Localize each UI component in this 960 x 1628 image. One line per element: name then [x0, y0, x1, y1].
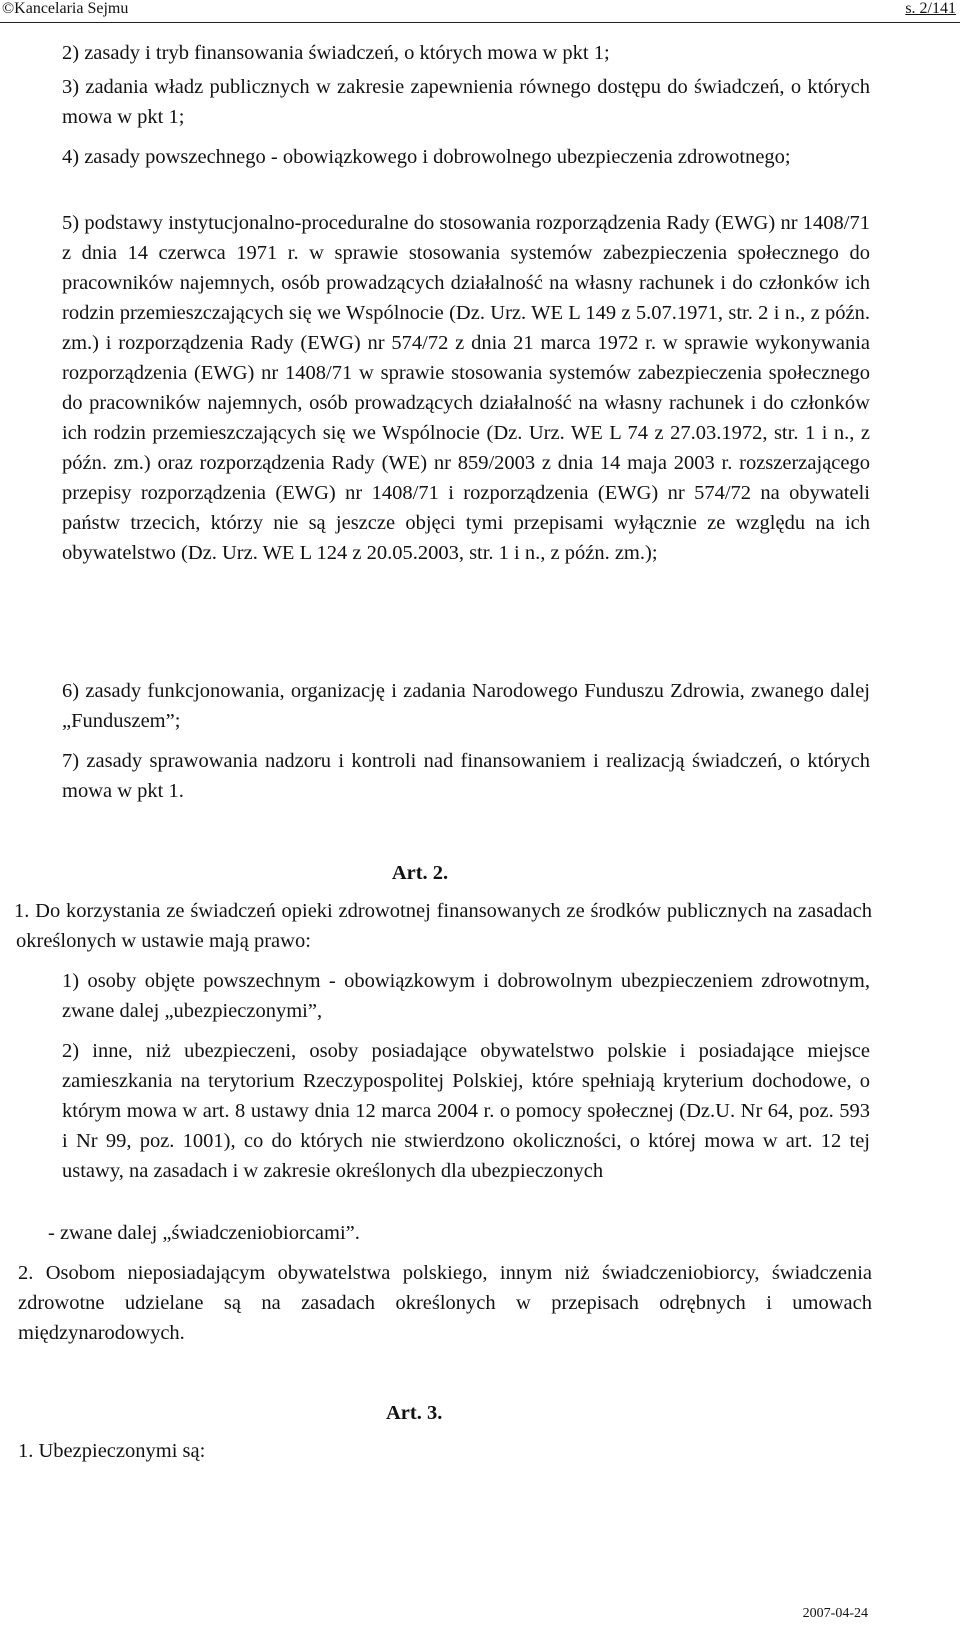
item-4: 4) zasady powszechnego - obowiązkowego i dobrowolnego ubezpieczenia zdrowotnego; [62, 146, 791, 168]
art-2-heading: Art. 2. [391, 862, 449, 884]
copyright-notice: ©Kancelaria Sejmu [2, 0, 129, 17]
art-3-heading: Art. 3. [386, 1402, 443, 1424]
item-7: 7) zasady sprawowania nadzoru i kontroli nad finansowaniem i realizacją świadczeń, o których mowa w pkt 1. [62, 750, 870, 802]
art-2-pkt-1: 1) osoby objęte powszechnym - obowiązkowym i dobrowolnym ubezpieczeniem zdrowotnym, zwane dalej „ubezpieczonymi”, [62, 970, 870, 1022]
page-number-label: s. 2/141 [905, 0, 956, 17]
art-3-ust-1: 1. Ubezpieczonymi są: [18, 1440, 206, 1462]
footer-date: 2007-04-24 [802, 1606, 868, 1621]
art-2-ust-2: 2. Osobom nieposiadającym obywatelstwa polskiego, innym niż świadczeniobiorcy, świadczenia zdrowotne udzielane są na zasadach określonych w przepisach odrębnych i umowach międzynarodowych. [18, 1262, 872, 1344]
item-3: 3) zadania władz publicznych w zakresie zapewnienia równego dostępu do świadczeń, o których mowa w pkt 1; [62, 76, 870, 128]
page-number [905, 0, 956, 18]
item-6: 6) zasady funkcjonowania, organizację i zadania Narodowego Funduszu Zdrowia, zwanego dalej „Funduszem”; [62, 680, 870, 732]
item-2: 2) zasady i tryb finansowania świadczeń, o których mowa w pkt 1; [62, 42, 610, 64]
page-header [0, 0, 960, 23]
art-2-pkt-2: 2) inne, niż ubezpieczeni, osoby posiadające obywatelstwo polskie i posiadające miejsce zamieszkania na terytorium Rzeczypospolitej Polskiej, które spełniają kryterium dochodowe, o którym mowa w art. 8 ustawy dnia 12 marca 2004 r. o pomocy społecznej (Dz.U. Nr 64, poz. 593 i Nr 99, poz. 1001), co do których nie stwierdzono okoliczności, o której mowa w art. 12 tej ustawy, na zasadach i w zakresie określonych dla ubezpieczonych [62, 1040, 870, 1182]
art-2-tail: - zwane dalej „świadczeniobiorcami”. [48, 1222, 360, 1244]
item-5: 5) podstawy instytucjonalno-proceduralne do stosowania rozporządzenia Rady (EWG) nr 1408/71 z dnia 14 czerwca 1971 r. w sprawie stosowania systemów zabezpieczenia społecznego do pracowników najemnych, osób prowadzących działalność na własny rachunek i do członków ich rodzin przemieszczających się we Wspólnocie (Dz. Urz. WE L 149 z 5.07.1971, str. 2 i n., z późn. zm.) i rozporządzenia Rady (EWG) nr 574/72 z dnia 21 marca 1972 r. w sprawie wykonywania rozporządzenia (EWG) nr 1408/71 w sprawie stosowania systemów zabezpieczenia społecznego do pracowników najemnych, osób prowadzących działalność na własny rachunek i do członków ich rodzin przemieszczających się we Wspólnocie (Dz. Urz. WE L 74 z 27.03.1972, str. 1 i n., z późn. zm.) oraz rozporządzenia Rady (WE) nr 859/2003 z dnia 14 maja 2003 r. rozszerzającego przepisy rozporządzenia (EWG) nr 1408/71 i rozporządzenia (EWG) nr 574/72 na obywateli państw trzecich, którzy nie są jeszcze objęci tymi przepisami wyłącznie ze względu na ich obywatelstwo (Dz. Urz. WE L 124 z 20.05.2003, str. 1 i n., z późn. zm.); [62, 212, 870, 564]
art-2-ust-1: 1. Do korzystania ze świadczeń opieki zdrowotnej finansowanych ze środków publicznych na zasadach określonych w ustawie mają prawo: [14, 900, 872, 952]
